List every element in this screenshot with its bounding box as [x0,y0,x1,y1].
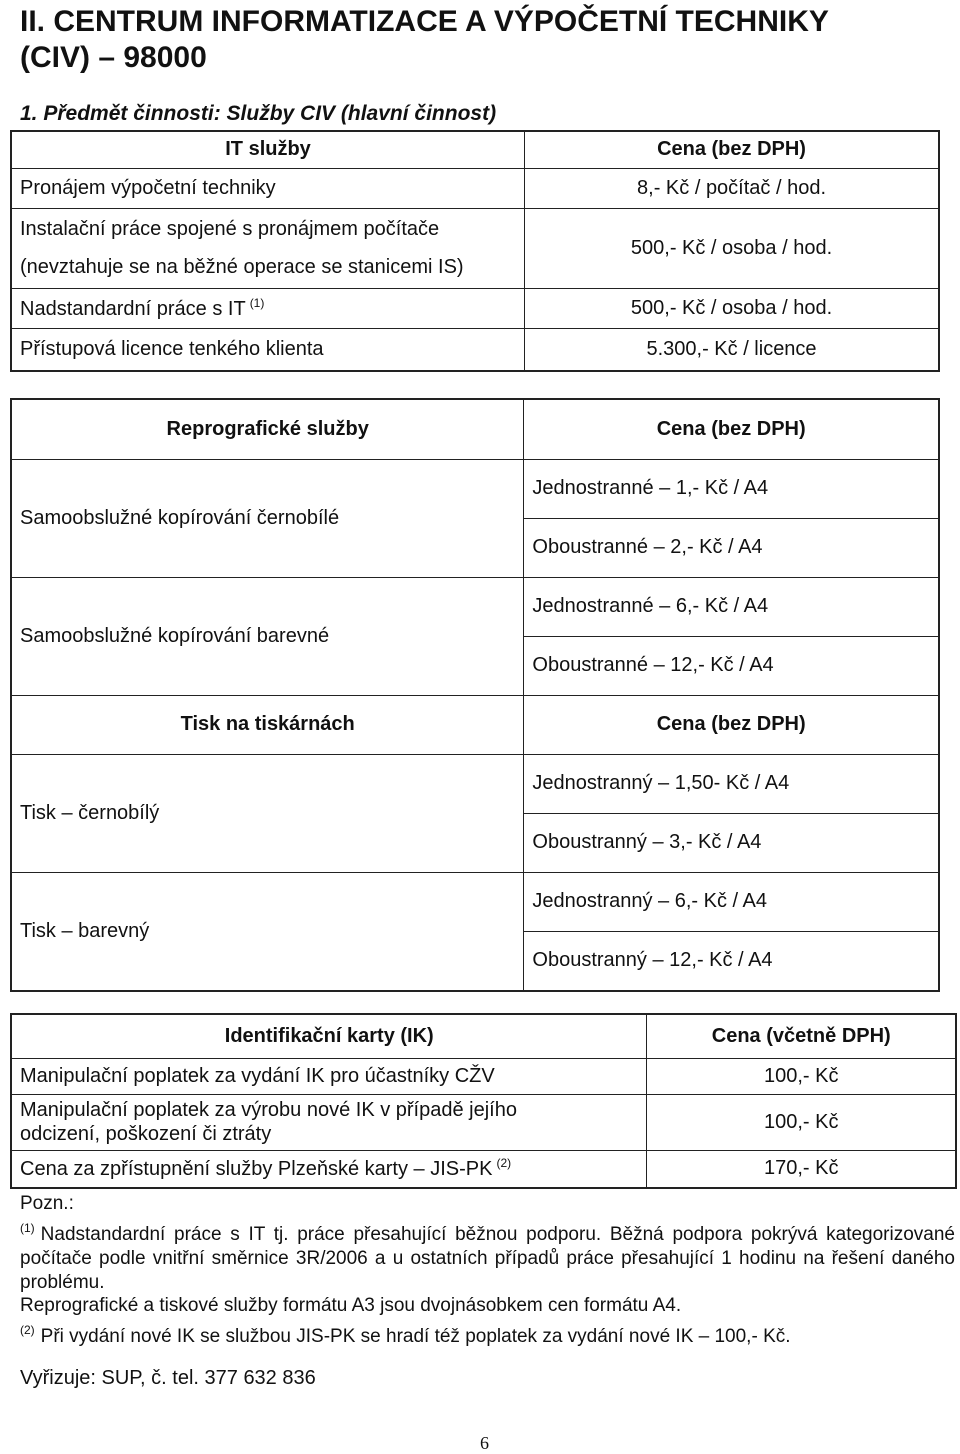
repro-price-cell: Jednostranné – 1,- Kč / A4 [524,459,939,518]
it-price-cell: 5.300,- Kč / licence [525,328,939,371]
table-row [11,328,939,371]
it-header-service: IT služby [11,131,525,168]
repro-service-cell: Samoobslužné kopírování černobílé [11,459,524,577]
it-service-cell [11,208,525,288]
print-table-header [11,695,939,754]
table-row [11,872,939,931]
page-title-line1: II. CENTRUM INFORMATIZACE A VÝPOČETNÍ TECHNIKY [20,5,829,38]
it-service-cell: Přístupová licence tenkého klienta [11,328,525,371]
table-row [11,459,939,518]
it-services-table [10,130,940,372]
print-price-cell: Oboustranný – 3,- Kč / A4 [524,813,939,872]
repro-services-table [10,398,940,992]
section-heading: 1. Předmět činnosti: Služby CIV (hlavní činnost) [20,102,497,125]
repro-header-service: Reprografické služby [11,399,524,459]
ik-cards-table [10,1013,957,1189]
ik-price-cell: 100,- Kč [647,1058,956,1094]
ik-price-cell: 100,- Kč [647,1094,956,1150]
it-price-cell: 500,- Kč / osoba / hod. [525,288,939,328]
table-row [11,1150,956,1188]
footnote-ref: (1) [249,295,265,310]
footnote-ref: (2) [496,1156,512,1171]
ik-price-cell: 170,- Kč [647,1150,956,1188]
repro-service-cell: Samoobslužné kopírování barevné [11,577,524,695]
notes-label: Pozn.: [20,1193,74,1214]
ik-header-service: Identifikační karty (IK) [11,1014,647,1058]
table-row [11,1058,956,1094]
page-title-line2: (CIV) – 98000 [20,41,207,74]
table-row [11,168,939,208]
repro-price-cell: Jednostranné – 6,- Kč / A4 [524,577,939,636]
table-row [11,288,939,328]
it-table-header [11,131,939,168]
ik-header-price: Cena (včetně DPH) [647,1014,956,1058]
it-service-cell: Pronájem výpočetní techniky [11,168,525,208]
repro-price-cell: Oboustranné – 12,- Kč / A4 [524,636,939,695]
note-1 [20,1216,955,1295]
it-price-cell: 8,- Kč / počítač / hod. [525,168,939,208]
note-2-text: Při vydání nové IK se službou JIS-PK se hradí též poplatek za vydání nové IK – 100,- Kč. [40,1326,791,1347]
print-price-cell: Jednostranný – 6,- Kč / A4 [524,872,939,931]
table-row [11,1094,956,1150]
contact-line: Vyřizuje: SUP, č. tel. 377 632 836 [20,1367,316,1389]
note-2 [20,1318,960,1349]
it-service-line2: (nevztahuje se na běžné operace se stanicemi IS) [20,256,464,278]
print-header-service: Tisk na tiskárnách [11,695,524,754]
footnote-mark: (2) [20,1323,35,1337]
print-service-cell: Tisk – barevný [11,872,524,991]
ik-service-line1: Manipulační poplatek za výrobu nové IK v případě jejího [20,1099,517,1121]
ik-service-cell [11,1094,647,1150]
print-service-cell: Tisk – černobílý [11,754,524,872]
print-header-price: Cena (bez DPH) [524,695,939,754]
print-price-cell: Jednostranný – 1,50- Kč / A4 [524,754,939,813]
repro-table-header [11,399,939,459]
note-repro: Reprografické a tiskové služby formátu A3 jsou dvojnásobkem cen formátu A4. [20,1295,682,1316]
repro-price-cell: Oboustranné – 2,- Kč / A4 [524,518,939,577]
ik-service-line2: odcizení, poškození či ztráty [20,1123,272,1145]
table-row [11,754,939,813]
page-number: 6 [480,1433,489,1453]
table-row [11,577,939,636]
it-header-price: Cena (bez DPH) [525,131,939,168]
footnote-mark: (1) [20,1221,35,1235]
it-service-line1: Instalační práce spojené s pronájmem počítače [20,218,440,240]
ik-service-cell: Manipulační poplatek za vydání IK pro účastníky CŽV [11,1058,647,1094]
table-row [11,208,939,288]
it-service-cell [11,288,525,328]
ik-service-cell [11,1150,647,1188]
note-1-text: Nadstandardní práce s IT tj. práce přesahující běžnou podporu. Běžná podpora pokrývá kategorizované počítače podle vnitřní směrnice 3R/2006 a u ostatních případů práce přesahující 1 hodinu na řešení daného problému. [20,1224,955,1293]
ik-table-header [11,1014,956,1058]
it-service-text: Nadstandardní práce s IT [20,297,246,320]
repro-header-price: Cena (bez DPH) [524,399,939,459]
it-price-cell: 500,- Kč / osoba / hod. [525,208,939,288]
print-price-cell: Oboustranný – 12,- Kč / A4 [524,931,939,991]
ik-service-text: Cena za zpřístupnění služby Plzeňské karty – JIS-PK [20,1158,493,1181]
